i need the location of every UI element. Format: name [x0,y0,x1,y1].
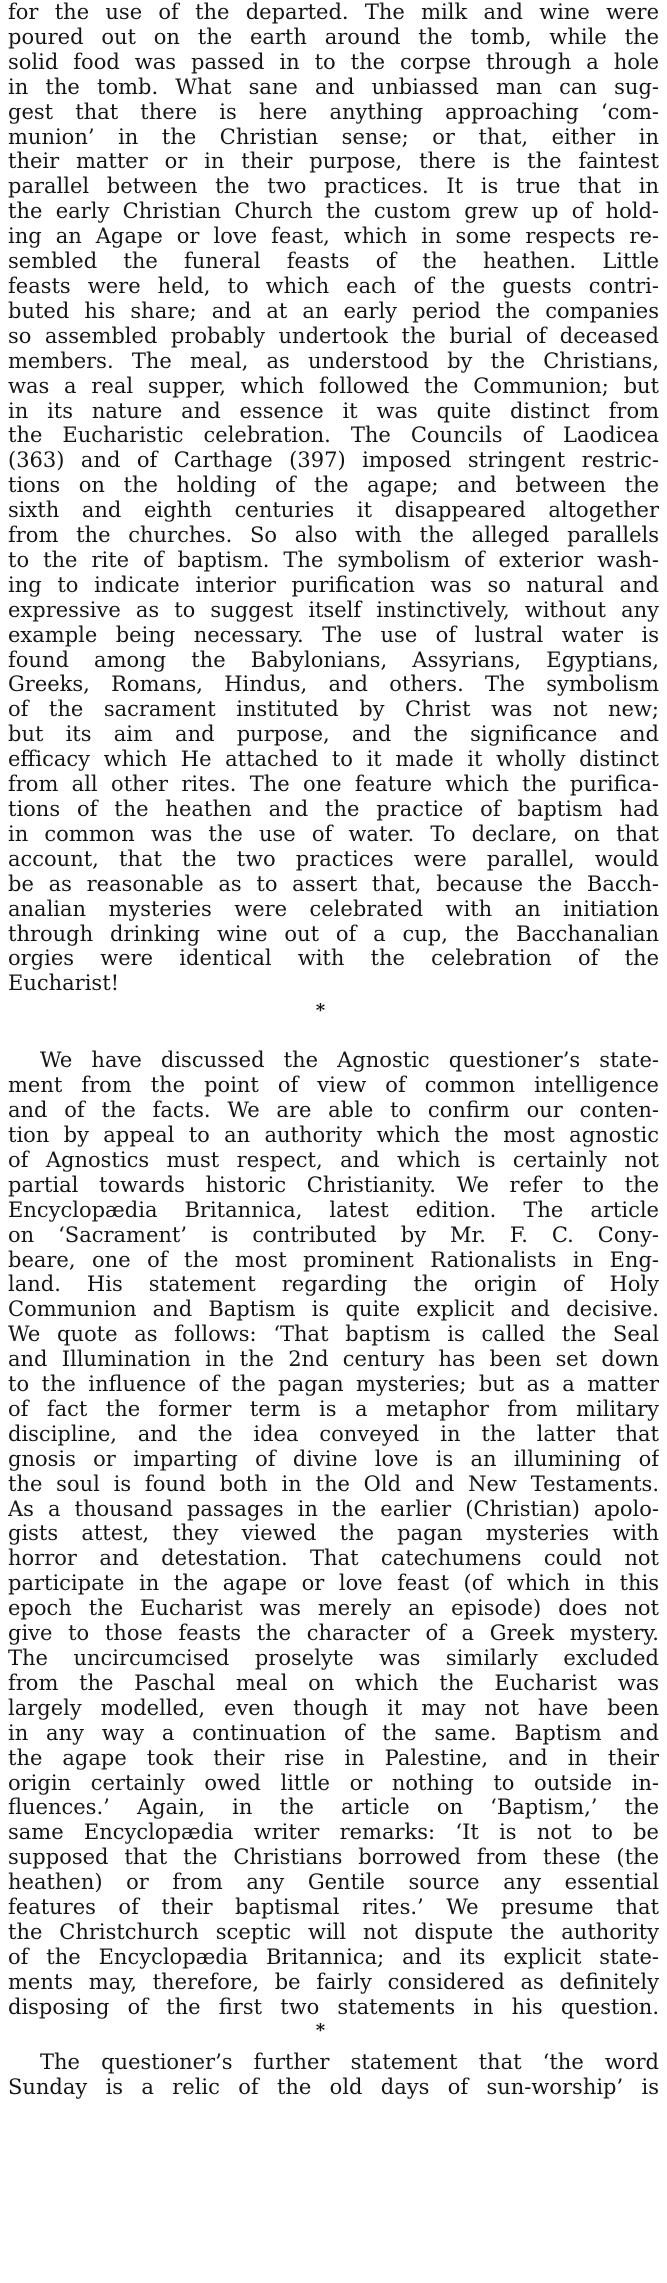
text-line: As a thousand passages in the earlier (Christian) apolo- [8,1496,659,1521]
text-line: solid food was passed in to the corpse through a hole [8,49,659,74]
text-line: supposed that the Christians borrowed from these (the [8,1845,659,1870]
text-line: tions of the heathen and the practice of baptism had [8,797,659,821]
text-line: ments may, therefore, be fairly considered as definitely [8,1969,659,1994]
text-line: the Christchurch sceptic will not dispute the authority [8,1919,659,1944]
text-line: Greeks, Romans, Hindus, and others. The symbolism [8,672,659,697]
text-line: be as reasonable as to assert that, because the Bacch- [8,871,659,896]
text-line: parallel between the two practices. It is true that in [8,174,659,199]
text-line: analian mysteries were celebrated with an initiation [8,896,659,921]
text-line: ing to indicate interior purification was so natural and [8,572,659,597]
text-line: of fact the former term is a metaphor from military [8,1396,659,1421]
text-line: the early Christian Church the custom grew up of hold- [8,199,659,224]
text-line: and Illumination in the 2nd century has been set down [8,1347,659,1372]
text-line: tion by appeal to an authority which the most agnostic [8,1122,659,1147]
text-line: example being necessary. The use of lustral water is [8,622,659,647]
text-line: their matter or in their purpose, there is the faintest [8,149,659,174]
text-line: the soul is found both in the Old and New Testaments. [8,1471,659,1496]
text-line: same Encyclopædia writer remarks: ‘It is not to be [8,1820,659,1845]
text-line: the agape took their rise in Palestine, and in their [8,1745,659,1770]
text-line: on ‘Sacrament’ is contributed by Mr. F. C. Cony- [8,1222,659,1247]
text-line: for the use of the departed. The milk and wine were [8,0,659,24]
text-line: sembled the funeral feasts of the heathen. Little [8,249,659,274]
text-line: members. The meal, as understood by the Christians, [8,348,659,373]
text-line: largely modelled, even though it may not have been [8,1695,659,1720]
text-line: gest that there is here anything approaching ‘com- [8,99,659,124]
text-line: sixth and eighth centuries it disappeared altogether [8,498,659,523]
text-line: in common was the use of water. To declare, on that [8,821,659,846]
text-line: was a real supper, which followed the Communion; but [8,373,659,398]
text-line: beare, one of the most prominent Rationalists in Eng- [8,1247,659,1272]
text-line: to the influence of the pagan mysteries; but as a matter [8,1372,659,1397]
text-line: land. His statement regarding the origin of Holy [8,1272,659,1297]
text-line: tions on the holding of the agape; and between the [8,473,659,498]
text-line: The uncircumcised proselyte was similarly excluded [8,1646,659,1670]
text-line: fluences.’ Again, in the article on ‘Baptism,’ the [8,1795,659,1820]
text-line: in its nature and essence it was quite distinct from [8,398,659,423]
text-line: from the churches. So also with the alleged parallels [8,523,659,548]
text-line: efficacy which He attached to it made it wholly distinct [8,747,659,772]
text-line: origin certainly owed little or nothing to outside in- [8,1770,659,1795]
text-line: so assembled probably undertook the burial of deceased [8,323,659,348]
text-line: Encyclopædia Britannica, latest edition. The article [8,1197,659,1222]
text-line: ment from the point of view of common intelligence [8,1073,659,1098]
text-line: features of their baptismal rites.’ We presume that [8,1895,659,1920]
text-line: munion’ in the Christian sense; or that, either in [8,124,659,149]
text-line: the Eucharistic celebration. The Councils of Laodicea [8,423,659,448]
section-separator: * [315,2019,326,2041]
text-line: ing an Agape or love feast, which in some respects re- [8,224,659,249]
text-line: gnosis or imparting of divine love is an illumining of [8,1446,659,1471]
text-line: orgies were identical with the celebration of the [8,946,659,971]
text-line: to the rite of baptism. The symbolism of exterior wash- [8,547,659,572]
text-line: disposing of the first two statements in his question. [8,1994,659,2019]
text-line: in the tomb. What sane and unbiassed man can sug- [8,74,659,99]
text-line: epoch the Eucharist was merely an episode) does not [8,1596,659,1621]
text-line: We quote as follows: ‘That baptism is called the Seal [8,1322,659,1347]
text-line: found among the Babylonians, Assyrians, Egyptians, [8,647,659,672]
text-line: partial towards historic Christianity. We refer to the [8,1172,659,1197]
text-line: Communion and Baptism is quite explicit and decisive. [8,1297,659,1322]
text-line: gists attest, they viewed the pagan mysteries with [8,1521,659,1546]
text-line: account, that the two practices were parallel, would [8,846,659,871]
text-line: The questioner’s further statement that ‘the word [40,2049,659,2074]
text-line: (363) and of Carthage (397) imposed stringent restric- [8,448,659,473]
text-line: of Agnostics must respect, and which is certainly not [8,1147,659,1172]
paragraph-1 [8,0,659,996]
text-line: heathen) or from any Gentile source any essential [8,1870,659,1895]
text-line: and of the facts. We are able to confirm our conten- [8,1098,659,1123]
text-line: buted his share; and at an early period the companies [8,298,659,323]
text-line: feasts were held, to which each of the guests contri- [8,273,659,298]
text-line: through drinking wine out of a cup, the Bacchanalian [8,921,659,946]
text-line: give to those feasts the character of a Greek mystery. [8,1621,659,1646]
text-line: from all other rites. The one feature which the purifica- [8,772,659,797]
section-separator: * [315,1000,326,1022]
text-line: Eucharist! [8,971,120,996]
text-line: of the Encyclopædia Britannica; and its explicit state- [8,1944,659,1969]
paragraph-2 [8,1048,659,2019]
text-line: participate in the agape or love feast (of which in this [8,1571,659,1596]
text-line: but its aim and purpose, and the significance and [8,722,659,747]
text-line: from the Paschal meal on which the Eucharist was [8,1670,659,1695]
text-line: Sunday is a relic of the old days of sun-worship’ is [8,2074,659,2099]
text-line: poured out on the earth around the tomb, while the [8,24,659,49]
text-line: discipline, and the idea conveyed in the latter that [8,1421,659,1446]
text-line: horror and detestation. That catechumens could not [8,1546,659,1571]
text-line: of the sacrament instituted by Christ was not new; [8,697,659,722]
text-line: expressive as to suggest itself instinctively, without any [8,597,659,622]
text-line: in any way a continuation of the same. Baptism and [8,1720,659,1745]
paragraph-3 [8,2050,659,2100]
text-line: We have discussed the Agnostic questioner’s state- [40,1048,659,1073]
